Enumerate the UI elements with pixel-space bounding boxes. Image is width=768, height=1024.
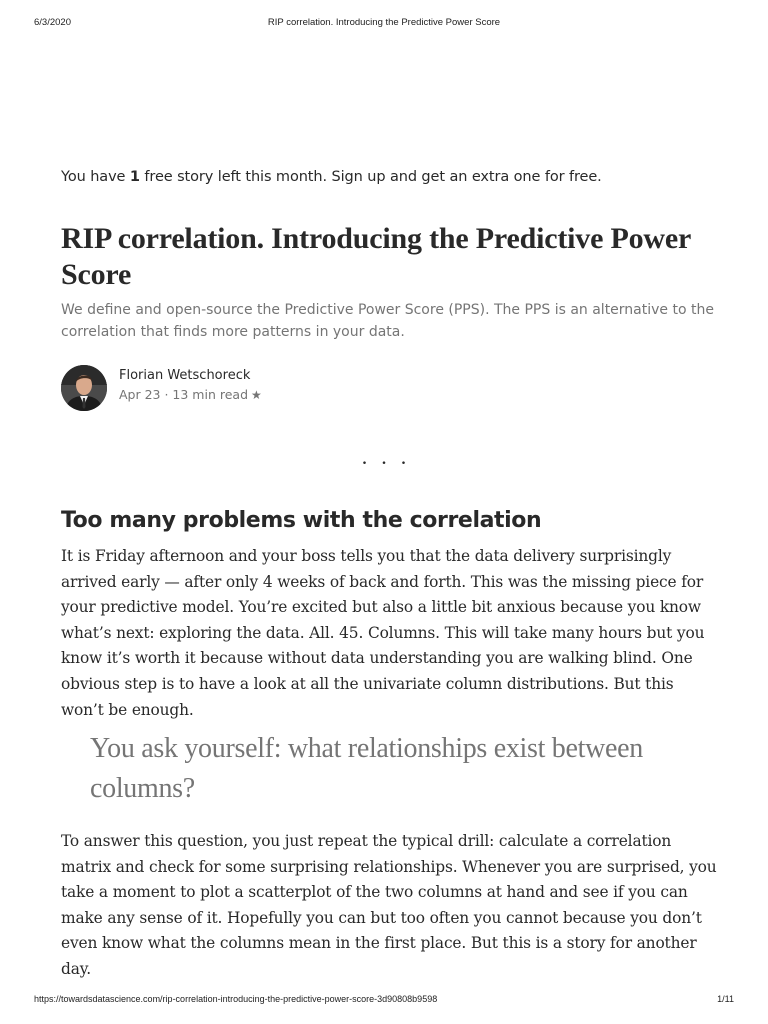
page-number: 1/11 (717, 994, 734, 1004)
article-subtitle: We define and open-source the Predictive Power Score (PPS). The PPS is an alternative to the correlation that finds more patterns in your data. (61, 302, 714, 340)
star-icon: ★ (251, 388, 262, 402)
print-header (0, 17, 768, 31)
section-heading: Too many problems with the correlation (61, 508, 542, 533)
pull-quote: You ask yourself: what relationships exist between columns? (90, 733, 643, 804)
banner-count: 1 (129, 169, 140, 185)
banner-suffix: free story left this month. Sign up and get an extra one for free. (139, 169, 602, 185)
author-avatar[interactable] (61, 365, 107, 411)
body-paragraph: It is Friday afternoon and your boss tells you that the data delivery surprisingly arrived early — after only 4 weeks of back and forth. This was the missing piece for your predictive model. You’re excited but also a little bit anxious because you know what’s next: exploring the data. All. 45. Columns. This will take many hours but you know it’s worth it because without data understanding you are walking blind. One obvious step is to have a look at all the univariate column distributions. But this won’t be enough. (61, 547, 705, 719)
section-separator: ... (361, 444, 421, 469)
author-name[interactable]: Florian Wetschoreck (119, 368, 251, 383)
print-page-title: RIP correlation. Introducing the Predictive Power Score (267, 17, 501, 28)
print-date: 6/3/2020 (34, 17, 71, 28)
publish-date-read-time: Apr 23 · 13 min read (119, 387, 248, 402)
article-title: RIP correlation. Introducing the Predictive Power Score (61, 222, 691, 291)
membership-banner (61, 169, 721, 185)
article-meta (119, 387, 262, 402)
body-paragraph: To answer this question, you just repeat the typical drill: calculate a correlation matrix and check for some surprising relationships. Whenever you are surprised, you take a moment to plot a scatterplot of the two columns at hand and see if you can make any sense of it. Hopefully you can but too often you cannot because you don’t even know what the columns mean in the first place. But this is a story for another day. (61, 832, 717, 978)
print-url: https://towardsdatascience.com/rip-correlation-introducing-the-predictive-power-score-3d90808b9598 (34, 994, 438, 1004)
author-byline (61, 365, 461, 411)
print-footer (0, 994, 768, 1008)
banner-prefix: You have (61, 169, 130, 185)
